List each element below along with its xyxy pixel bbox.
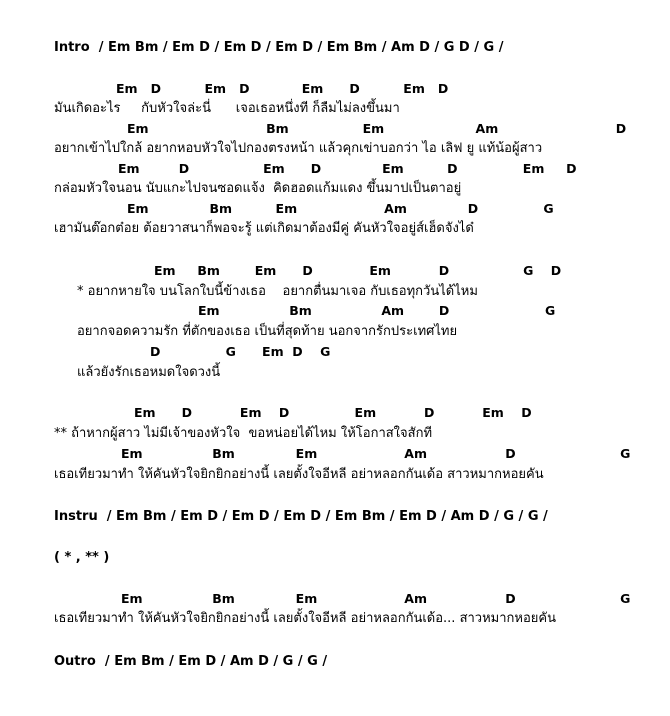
chorus2-lyric-2: เธอเทียวมาทำ ให้คันหัวใจยิกยิกอย่างนี้ เลยตั้งใจอีหลี อย่าหลอกกันเด้อ สาวหมากหอยคัน — [54, 467, 544, 482]
chorus1-chords-2: Em Bm Am D G — [198, 303, 556, 318]
verse1-chords-1: Em D Em D Em D Em D — [116, 81, 449, 96]
verse1-chords-3: Em D Em D Em D Em D — [118, 161, 577, 176]
chorus1-lyric-3: แล้วยังรักเธอหมดใจดวงนี้ — [77, 365, 221, 380]
ending-chords: Em Bm Em Am D G — [121, 591, 631, 606]
verse1-chords-2: Em Bm Em Am D — [127, 121, 627, 136]
chorus1-chords-3: D G Em D G — [150, 344, 331, 359]
verse1-chords-4: Em Bm Em Am D G — [127, 201, 554, 216]
chorus2-chords-1: Em D Em D Em D Em D — [134, 405, 532, 420]
verse1-lyric-1: มันเกิดอะไร กับหัวใจล่ะนี่ เจอเธอหนึ่งที ก็ลืมไม่ลงขึ้นมา — [54, 101, 400, 116]
chorus1-lyric-2: อยากจอดความรัก ที่ตักของเธอ เป็นที่สุดท้าย นอกจากรักประเทศไทย — [77, 324, 458, 339]
verse1-lyric-4: เฮามันต๊อกต๋อย ต้อยวาสนาก็พอจะรู้ แต่เกิดมาต้องมีคู่ คันหัวใจอยู่ส์เฮ็ดจังได๋ — [54, 221, 474, 236]
verse1-lyric-2: อยากเข้าไปใกล้ อยากหอบหัวใจไปกองตรงหน้า แล้วคุกเข่าบอกว่า ไอ เลิฟ ยู แท้น้อผู้สาว — [54, 141, 543, 156]
chorus2-lyric-1: ** ถ้าหากผู้สาว ไม่มีเจ้าของหัวใจ ขอหน่อยได้ไหม ให้โอกาสใจสักที — [54, 426, 433, 441]
chorus1-chords-1: Em Bm Em D Em D G D — [154, 263, 562, 278]
chorus1-lyric-1: * อยากหายใจ บนโลกใบนี้ข้างเธอ อยากตื่นมาเจอ กับเธอทุกวันได้ไหม — [77, 284, 478, 299]
repeat-marker: ( * , ** ) — [54, 550, 110, 565]
chorus2-chords-2: Em Bm Em Am D G — [121, 446, 631, 461]
outro-line: Outro / Em Bm / Em D / Am D / G / G / — [54, 654, 328, 669]
instru-line: Instru / Em Bm / Em D / Em D / Em D / Em Bm / Em D / Am D / G / G / — [54, 509, 548, 524]
intro-line: Intro / Em Bm / Em D / Em D / Em D / Em Bm / Am D / G D / G / — [54, 40, 504, 55]
verse1-lyric-3: กล่อมหัวใจนอน นับแกะไปจนซอดแจ้ง คิดฮอดแก้มแดง ขึ้นมาปเป็นตาอยู่ — [54, 181, 462, 196]
ending-lyric: เธอเทียวมาทำ ให้คันหัวใจยิกยิกอย่างนี้ เลยตั้งใจอีหลี อย่าหลอกกันเด้อ... สาวหมากหอยคัน — [54, 611, 556, 626]
